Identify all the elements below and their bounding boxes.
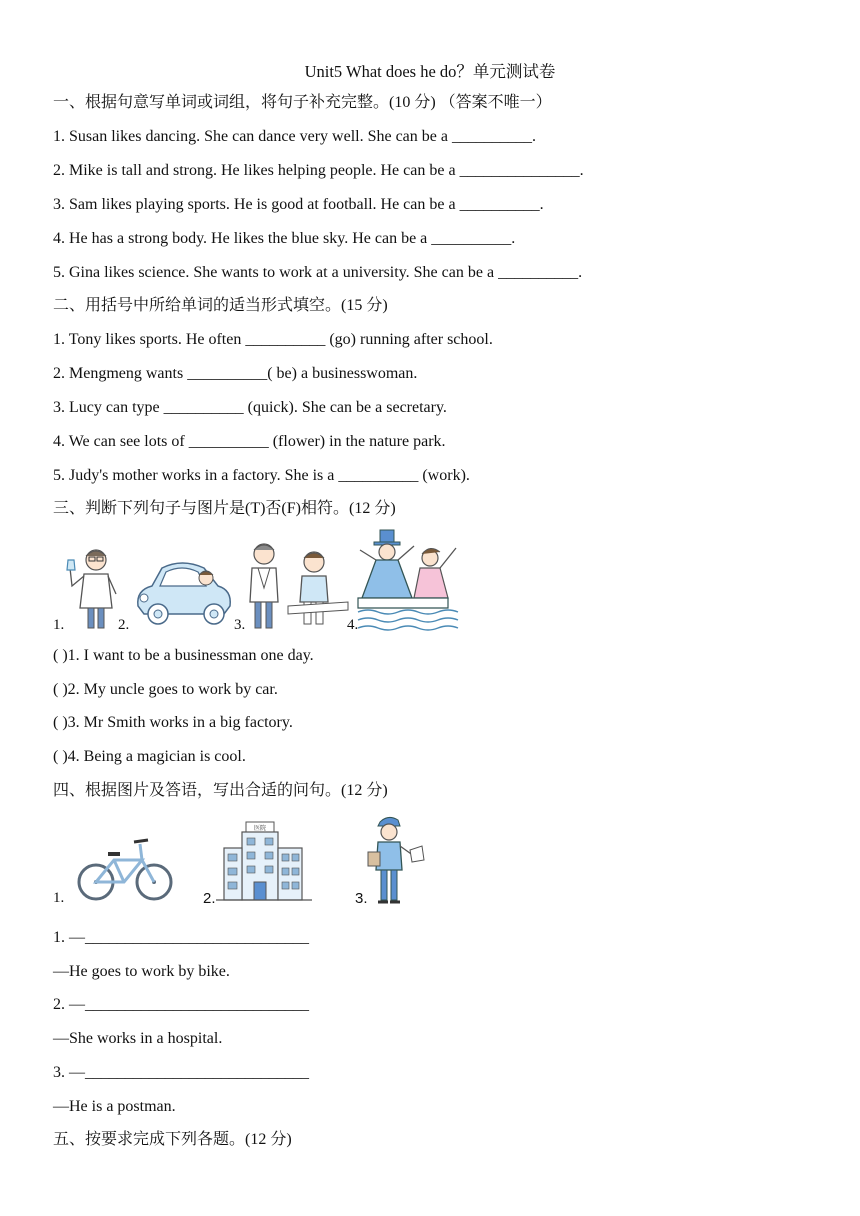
section-1-item: 5. Gina likes science. She wants to work at a university. She can be a __________. — [53, 264, 583, 281]
section-4-item: 2. —____________________________ — [53, 996, 309, 1013]
section-1-item: 3. Sam likes playing sports. He is good at football. He can be a __________. — [53, 196, 544, 213]
section-3-item: ( )2. My uncle goes to work by car. — [53, 681, 278, 698]
section-1-item: 1. Susan likes dancing. She can dance very well. She can be a __________. — [53, 128, 536, 145]
section-4-item: —He goes to work by bike. — [53, 963, 230, 980]
bicycle-illustration — [76, 834, 174, 902]
car-illustration — [132, 556, 234, 630]
postman-illustration — [366, 816, 424, 906]
picture-label: 3. — [234, 617, 246, 633]
picture-label: 2. — [118, 617, 130, 633]
two-men-illustration — [244, 540, 350, 632]
picture-label: 2. — [203, 890, 216, 907]
scientist-illustration — [66, 546, 120, 632]
section-2-heading: 二、用括号中所给单词的适当形式填空。(15 分) — [53, 297, 388, 314]
section-4-item: —He is a postman. — [53, 1098, 176, 1115]
hospital-sign: 医院 — [253, 825, 267, 832]
section-3-item: ( )1. I want to be a businessman one day. — [53, 647, 314, 664]
magician-illustration — [358, 528, 462, 632]
picture-label: 1. — [53, 890, 65, 906]
section-3-heading: 三、判断下列句子与图片是(T)否(F)相符。(12 分) — [53, 500, 396, 517]
picture-label: 1. — [53, 617, 65, 633]
section-4-item: —She works in a hospital. — [53, 1030, 223, 1047]
section-3-item: ( )3. Mr Smith works in a big factory. — [53, 714, 293, 731]
section-2-item: 4. We can see lots of __________ (flower) in the nature park. — [53, 433, 446, 450]
section-3-item: ( )4. Being a magician is cool. — [53, 748, 246, 765]
section-1-heading: 一、根据句意写单词或词组，将句子补充完整。(10 分) （答案不唯一） — [53, 94, 552, 111]
section-2-item: 2. Mengmeng wants __________( be) a businesswoman. — [53, 365, 418, 382]
section-2-item: 3. Lucy can type __________ (quick). She can be a secretary. — [53, 399, 447, 416]
section-4-item: 3. —____________________________ — [53, 1064, 309, 1081]
section-4-item: 1. —____________________________ — [53, 929, 309, 946]
section-5-heading: 五、按要求完成下列各题。(12 分) — [53, 1131, 292, 1148]
hospital-illustration — [216, 820, 312, 902]
section-2-item: 1. Tony likes sports. He often __________ (go) running after school. — [53, 331, 493, 348]
section-1-item: 2. Mike is tall and strong. He likes helping people. He can be a _______________. — [53, 162, 584, 179]
picture-label: 3. — [355, 890, 368, 907]
section-4-heading: 四、根据图片及答语，写出合适的问句。(12 分) — [53, 782, 388, 799]
page-title: Unit5 What does he do？单元测试卷 — [304, 62, 556, 81]
picture-label: 4. — [347, 617, 359, 633]
section-1-item: 4. He has a strong body. He likes the blue sky. He can be a __________. — [53, 230, 516, 247]
section-2-item: 5. Judy's mother works in a factory. She is a __________ (work). — [53, 467, 470, 484]
